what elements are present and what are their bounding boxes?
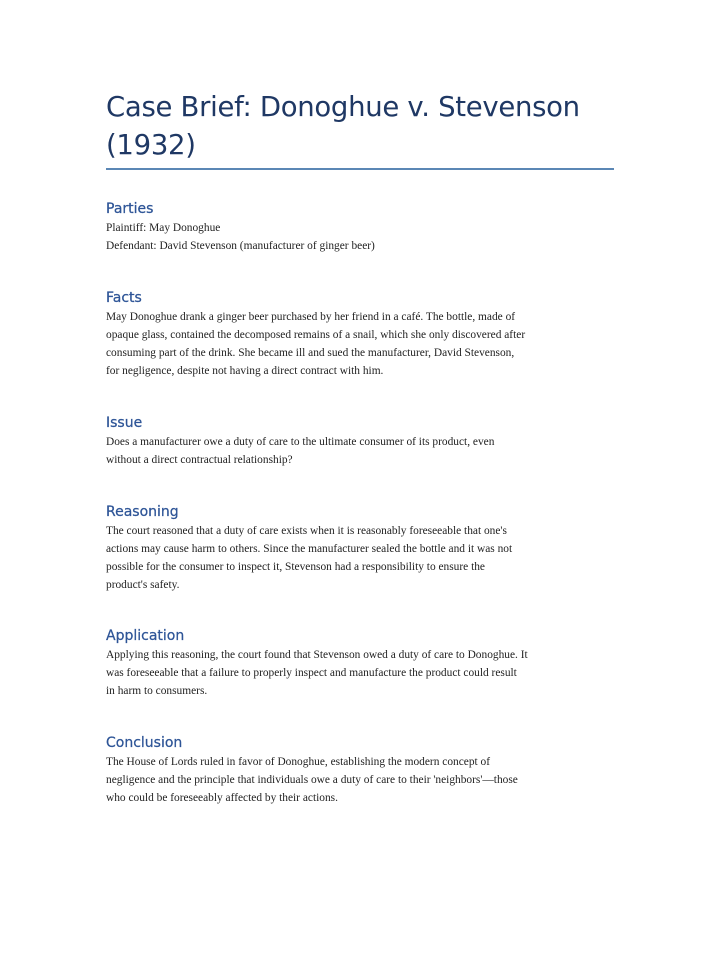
title-line-2: (1932) [106,129,196,161]
section-issue [106,413,616,469]
section-facts [106,288,616,380]
paragraph-line: without a direct contractual relationship? [106,454,293,466]
section-heading: Application [106,628,185,644]
section-conclusion [106,733,616,807]
paragraph-line: opaque glass, contained the decomposed remains of a snail, which she only discovered after [106,329,526,341]
title-line-1: Case Brief: Donoghue v. Stevenson [106,91,580,123]
paragraph-line: Applying this reasoning, the court found that Stevenson owed a duty of care to Donoghue. It [106,649,528,661]
paragraph-line: negligence and the principle that individuals owe a duty of care to their 'neighbors'—those [106,774,518,786]
section-heading: Issue [106,415,143,431]
paragraph-line: for negligence, despite not having a direct contract with him. [106,365,384,377]
paragraph-line: who could be foreseeably affected by their actions. [106,792,338,804]
section-reasoning [106,502,616,594]
document-title [106,88,616,164]
section-heading: Reasoning [106,504,179,520]
paragraph-line: The House of Lords ruled in favor of Donoghue, establishing the modern concept of [106,756,491,768]
paragraph-line: The court reasoned that a duty of care exists when it is reasonably foreseeable that one's [106,525,507,537]
paragraph-line: May Donoghue drank a ginger beer purchased by her friend in a café. The bottle, made of [106,311,516,323]
section-heading: Facts [106,290,142,306]
defendant-text: Defendant: David Stevenson (manufacturer of ginger beer) [106,240,375,252]
paragraph-line: actions may cause harm to others. Since the manufacturer sealed the bottle and it was not [106,543,513,555]
paragraph-line: in harm to consumers. [106,685,208,697]
paragraph-line: was foreseeable that a failure to properly inspect and manufacture the product could result [106,667,517,679]
title-underline-rule [106,168,614,170]
section-heading: Conclusion [106,735,183,751]
section-heading: Parties [106,201,154,217]
plaintiff-text: Plaintiff: May Donoghue [106,222,221,234]
paragraph-line: Does a manufacturer owe a duty of care to the ultimate consumer of its product, even [106,436,495,448]
paragraph-line: possible for the consumer to inspect it, Stevenson had a responsibility to ensure the [106,561,485,573]
section-application [106,626,616,700]
section-parties [106,199,616,255]
paragraph-line: consuming part of the drink. She became ill and sued the manufacturer, David Stevenson, [106,347,515,359]
paragraph-line: product's safety. [106,579,180,591]
